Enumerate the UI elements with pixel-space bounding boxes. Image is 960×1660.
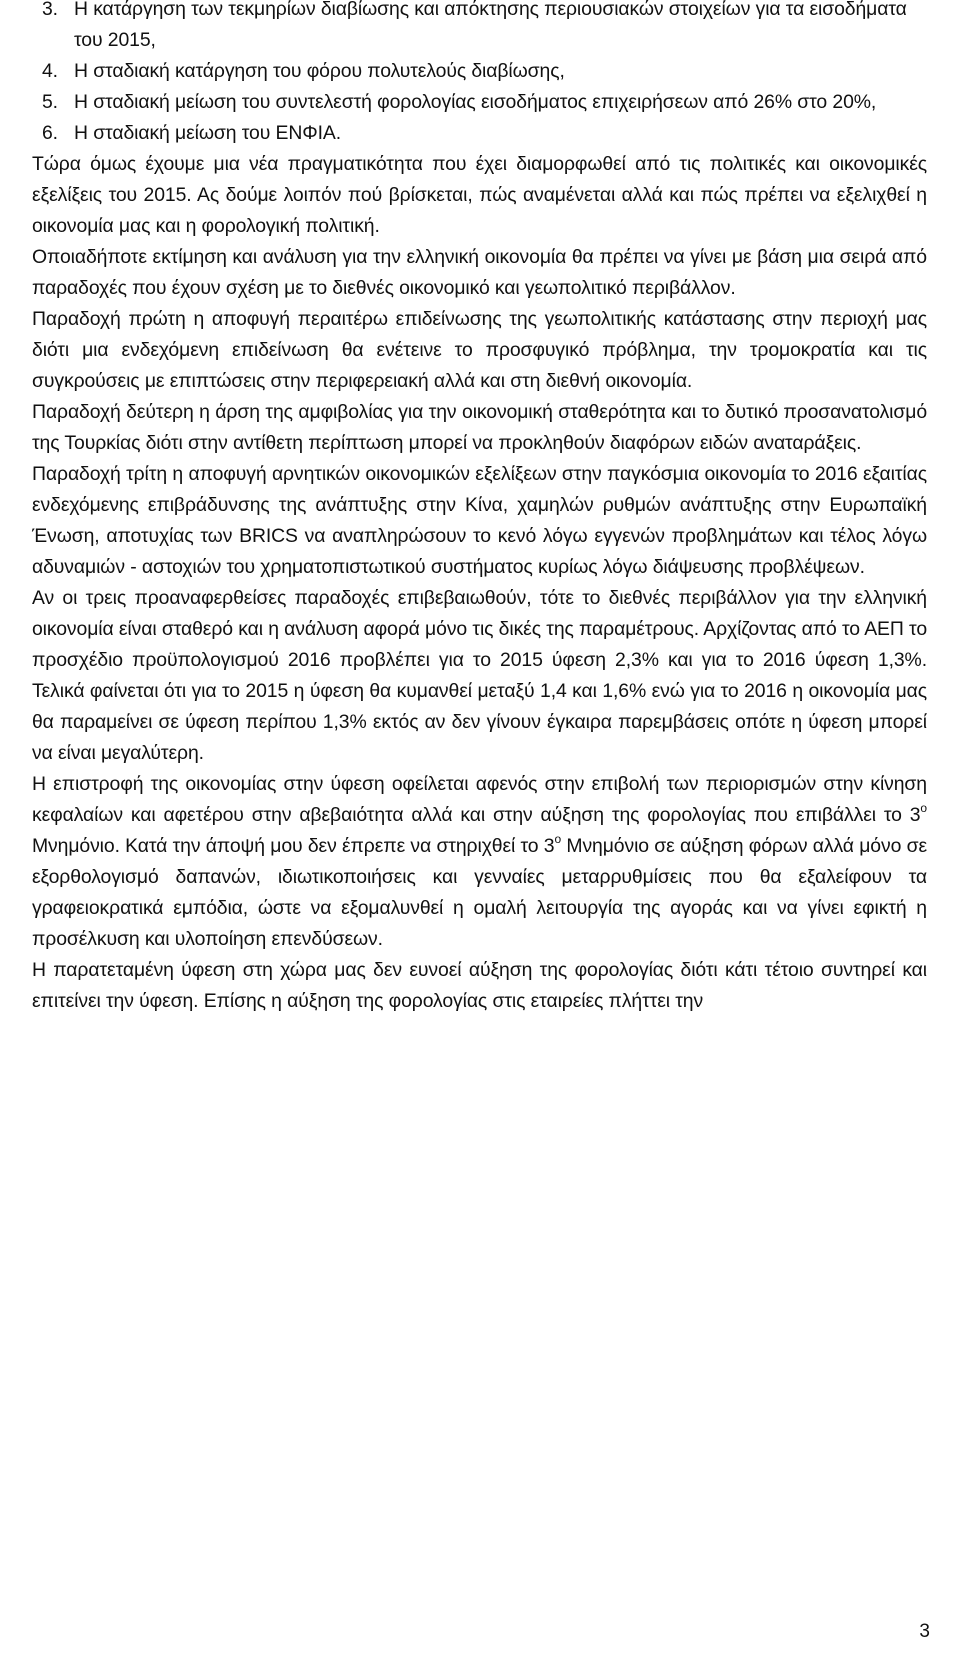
- paragraph-gdp-forecast: Αν οι τρεις προαναφερθείσες παραδοχές επιβεβαιωθούν, τότε το διεθνές περιβάλλον για την ελληνική οικονομία είναι σταθερό και η ανάλυση αφορά μόνο τις δικές της παραμέτρους. Αρχίζοντας από το ΑΕΠ το προσχέδιο προϋπολογισμού 2016 προβλέπει για το 2015 ύφεση 2,3% και για το 2016 ύφεση 1,3%. Τελικά φαίνεται ότι για το 2015 η ύφεση θα κυμανθεί μεταξύ 1,4 και 1,6% ενώ για το 2016 η οικονομία μας θα παραμείνει σε ύφεση περίπου 1,3% εκτός αν δεν γίνουν έγκαιρα παρεμβάσεις οπότε η ύφεση μπορεί να είναι μεγαλύτερη.: [32, 587, 928, 764]
- list-item: [32, 87, 927, 118]
- numbered-list: [32, 0, 927, 149]
- list-item-number: 5.: [42, 91, 58, 113]
- list-item: [32, 56, 927, 87]
- list-item-text: Η σταδιακή μείωση του ΕΝΦΙΑ.: [74, 122, 342, 144]
- document-body: [32, 0, 927, 1017]
- paragraph-prolonged-recession: Η παρατεταμένη ύφεση στη χώρα μας δεν ευνοεί αύξηση της φορολογίας διότι κάτι τέτοιο συντηρεί και επιτείνει την ύφεση. Επίσης η αύξηση της φορολογίας στις εταιρείες πλήττει την: [32, 959, 927, 1012]
- paragraph-recession-causes: [32, 769, 927, 955]
- list-item-number: 4.: [42, 60, 58, 82]
- paragraph-assumptions-intro: Οποιαδήποτε εκτίμηση και ανάλυση για την ελληνική οικονομία θα πρέπει να γίνει με βάση μια σειρά από παραδοχές που έχουν σχέση με το διεθνές οικονομικό και γεωπολιτικό περιβάλλον.: [32, 246, 927, 299]
- list-item-text: Η κατάργηση των τεκμηρίων διαβίωσης και απόκτησης περιουσιακών στοιχείων για τα εισοδήματα του 2015,: [74, 0, 907, 51]
- measures-list: [32, 0, 927, 149]
- paragraph-assumption-three: Παραδοχή τρίτη η αποφυγή αρνητικών οικονομικών εξελίξεων στην παγκόσμια οικονομία το 2016 εξαιτίας ενδεχόμενης επιβράδυνσης της ανάπτυξης στην Κίνα, χαμηλών ρυθμών ανάπτυξης στην Ευρωπαϊκή Ένωση, αποτυχίας των BRICS να αναπληρώσουν το κενό λόγω εγγενών προβλημάτων και τέλος λόγω αδυναμιών - αστοχιών του χρηματοπιστωτικού συστήματος κυρίως λόγω διάψευσης προβλέψεων.: [32, 463, 927, 578]
- paragraph-text: Μνημόνιο. Κατά την άποψή μου δεν έπρεπε να στηριχθεί το 3: [32, 835, 555, 857]
- list-item-text: Η σταδιακή κατάργηση του φόρου πολυτελούς διαβίωσης,: [74, 60, 565, 82]
- list-item-text: Η σταδιακή μείωση του συντελεστή φορολογίας εισοδήματος επιχειρήσεων από 26% στο 20%,: [74, 91, 877, 113]
- list-item-number: 6.: [42, 122, 58, 144]
- paragraph-text: Μνημόνιο σε αύξηση φόρων αλλά μόνο σε εξορθολογισμό δαπανών, ιδιωτικοποιήσεις και γενναίες μεταρρυθμίσεις που θα εξαλείφουν τα γραφειοκρατικά εμπόδια, ώστε να εξομαλυνθεί η ομαλή λειτουργία της αγοράς και να γίνει εφικτή η προσέλκυση και υλοποίηση επενδύσεων.: [32, 835, 927, 950]
- paragraph-assumption-one: Παραδοχή πρώτη η αποφυγή περαιτέρω επιδείνωσης της γεωπολιτικής κατάστασης στην περιοχή μας διότι μια ενδεχόμενη επιδείνωση θα ενέτεινε το προσφυγικό πρόβλημα, την τρομοκρατία και τις συγκρούσεις με επιπτώσεις στην περιφερειακή αλλά και στη διεθνή οικονομία.: [32, 308, 927, 392]
- page-number: 3: [919, 1621, 930, 1642]
- ordinal-superscript: ο: [920, 800, 927, 815]
- ordinal-superscript: ο: [554, 831, 562, 846]
- paragraph-new-reality: Τώρα όμως έχουμε μια νέα πραγματικότητα που έχει διαμορφωθεί από τις πολιτικές και οικονομικές εξελίξεις του 2015. Ας δούμε λοιπόν πού βρίσκεται, πώς αναμένεται αλλά και πώς πρέπει να εξελιχθεί η οικονομία μας και η φορολογική πολιτική.: [32, 153, 927, 237]
- paragraph-text: Η επιστροφή της οικονομίας στην ύφεση οφείλεται αφενός στην επιβολή των περιορισμών στην κίνηση κεφαλαίων και αφετέρου στην αβεβαιότητα αλλά και στην αύξηση της φορολογίας που επιβάλλει το 3: [32, 773, 927, 826]
- list-item: [32, 0, 927, 56]
- list-item-number: 3.: [42, 0, 58, 20]
- paragraph-assumption-two: Παραδοχή δεύτερη η άρση της αμφιβολίας για την οικονομική σταθερότητα και το δυτικό προσανατολισμό της Τουρκίας διότι στην αντίθετη περίπτωση μπορεί να προκληθούν διαφόρων ειδών αναταράξεις.: [32, 401, 927, 454]
- list-item: [32, 118, 927, 149]
